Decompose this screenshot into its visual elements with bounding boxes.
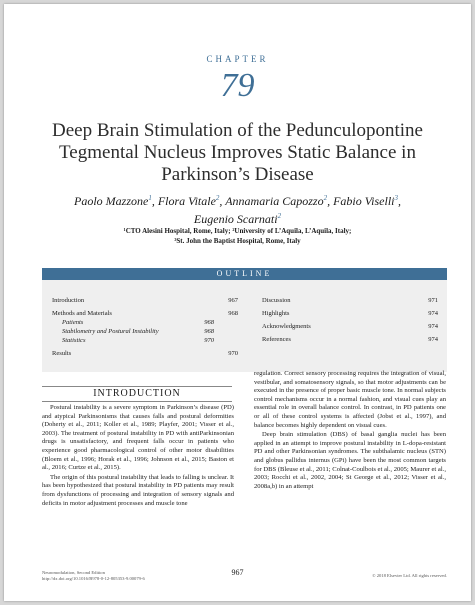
affiliation-line: ³St. John the Baptist Hospital, Rome, Italy (174, 237, 301, 245)
author: Flora Vitale$^2$ (157, 194, 220, 208)
outline-entry-label: Introduction (52, 297, 85, 304)
outline-entry[interactable] (262, 322, 438, 331)
outline-entry[interactable] (52, 296, 238, 305)
outline-entry-label: Discussion (262, 297, 291, 304)
text-column-right (254, 370, 446, 491)
chapter-label: CHAPTER (206, 54, 269, 64)
outline-right-column (262, 296, 438, 344)
outline-entry-label: Methods and Materials (52, 310, 112, 317)
footer-doi-link[interactable]: http://dx.doi.org/10.1016/B978-0-12-805353-9.00079-6 (42, 576, 145, 581)
outline-entry-page: 968 (204, 328, 214, 335)
affiliation-line: ¹CTO Alesini Hospital, Rome, Italy; ²University of L’Aquila, L’Aquila, Italy; (123, 227, 352, 235)
outline-entry-label: Statistics (62, 337, 86, 344)
section-heading: INTRODUCTION (42, 386, 232, 402)
outline-entry-label: References (262, 336, 291, 343)
outline-entry[interactable] (52, 349, 238, 358)
outline-entry-page: 968 (228, 310, 238, 317)
page-number: 967 (231, 568, 244, 577)
author: Annamaria Capozzo$^2$ (225, 194, 328, 208)
outline-entry-page: 974 (428, 323, 438, 330)
outline-entry-label: Acknowledgments (262, 323, 311, 330)
copyright-notice: © 2018 Elsevier Ltd. All rights reserved. (372, 573, 447, 578)
author: Fabio Viselli$^3$ (333, 194, 398, 208)
outline-entry-label: Patients (62, 319, 84, 326)
author-list: Paolo Mazzone$^1$, Flora Vitale$^2$, Annamaria Capozzo$^2$, Fabio Viselli$^3$, Eugenio Scarnati$^2$ (73, 194, 401, 226)
outline-entry-page: 968 (204, 319, 214, 326)
outline-entry-page: 970 (204, 337, 214, 344)
outline-header: OUTLINE (42, 268, 447, 280)
chapter-number: 79 (220, 67, 255, 104)
author: Eugenio Scarnati$^2$ (193, 212, 282, 226)
paragraph: Deep brain stimulation (DBS) of basal ganglia nuclei has been applied in an attempt to improve postural instability in L-dopa-resistant PD and other Parkinsonian syndromes. The subthalamic nucleus (STN) and globus pallidus internus (GPi) have been the most common targets for DBS (Bleuse et al., 2011; Colnat-Coulbois et al., 2005; Maurer et al., 2003; Rocchi et al., 2002, 2004; St George et al., 2012; Visser et al., 2008a,b) in an attempt (254, 431, 446, 490)
outline-entry-page: 970 (228, 350, 238, 357)
outline-entry-page: 974 (428, 310, 438, 317)
outline-entry[interactable] (262, 335, 438, 344)
outline-box (42, 268, 447, 372)
paragraph: The origin of this postural instability that leads to falling is unclear. It has been hypothesized that postural instability in PD patients may result from dysfunctions of processing and integration of sensory signals and deficits in motor adjustment processes and muscle tone (42, 473, 234, 507)
footer-book-title: Neuromodulation, Second Edition (42, 570, 105, 575)
outline-entry-label: Highlights (262, 310, 290, 317)
outline-entry-label: Results (52, 350, 72, 357)
outline-entry-label: Stabilometry and Postural Instability (62, 328, 159, 335)
paragraph: regulation. Correct sensory processing requires the integration of visual, vestibular, and somatosensory signals, so that motor adjustments can be executed in the presence of proper basic muscle tone. In normal subjects control mechanisms occur in a normal fashion, and visual cues play an essential role in overall balance control. In contrast, in PD patients one or all of these control systems is affected (Jobst et al., 1997), and balance becomes highly dependent on visual cues. (254, 370, 446, 429)
outline-entry[interactable] (52, 318, 238, 327)
outline-left-column (52, 296, 238, 358)
text-column-left (42, 404, 234, 508)
paragraph: Postural instability is a severe symptom in Parkinson’s disease (PD) and atypical Parkinsonisms that causes falls and postural deformities (Doherty et al., 2011; Koller et al., 1989; Playfer, 2001; Visser et al., 2003). The treatment of postural instability in PD with antiParkinsonian drugs is unsatisfactory, and frequent falls occur in patients who experience good pharmacological control of other motor disabilities (Bloem et al., 1996; Horak et al., 1996; Johnson et al., 2015; Baston et al., 2016; Curtze et al., 2015). (42, 404, 234, 472)
outline-entry-page: 971 (428, 297, 438, 304)
outline-entry[interactable] (52, 309, 238, 318)
outline-entry-page: 974 (428, 336, 438, 343)
author: Paolo Mazzone$^1$ (73, 194, 152, 208)
document-page (4, 4, 471, 601)
outline-entry[interactable] (52, 327, 238, 336)
outline-entry[interactable] (52, 336, 238, 345)
outline-entry[interactable] (262, 296, 438, 305)
chapter-title: Deep Brain Stimulation of the Pedunculopontine Tegmental Nucleus Improves Static Balance in Parkinson’s Disease (52, 120, 423, 185)
affiliations (44, 226, 431, 246)
outline-entry[interactable] (262, 309, 438, 318)
outline-entry-page: 967 (228, 297, 238, 304)
